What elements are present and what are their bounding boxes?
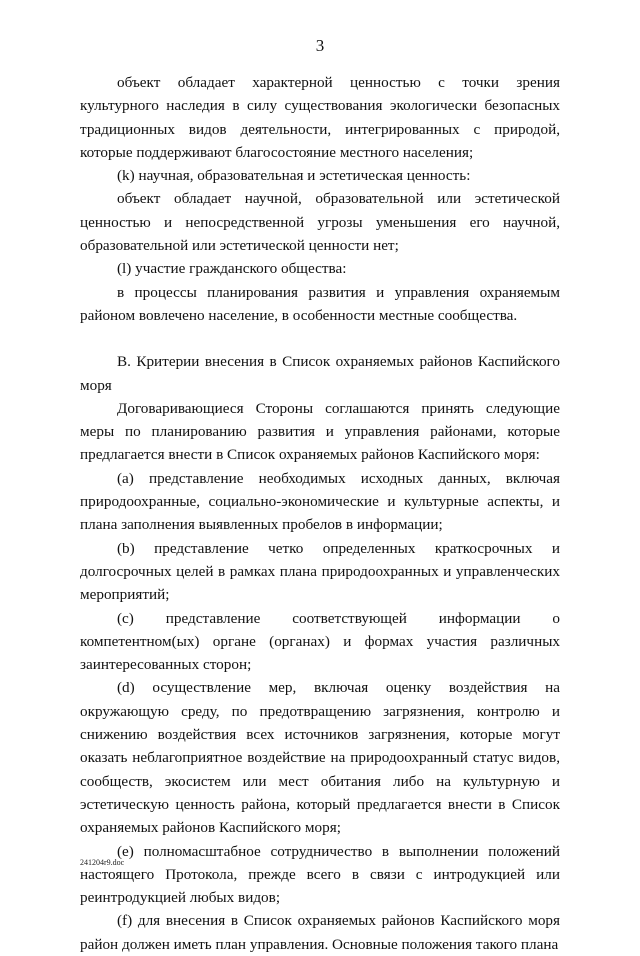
list-item-e: (e) полномасштабное сотрудничество в выполнении положений настоящего Протокола, прежде всего в связи с интродукцией или реинтродукцией любых видов; [80,842,560,907]
list-item-f: (f) для внесения в Список охраняемых районов Каспийского моря район должен иметь план управления. Основные положения такого плана [80,912,560,953]
paragraph-criterion-l-text: в процессы планирования развития и управления охраняемым районом вовлечено население, в особенности местные сообщества. [80,283,560,324]
list-item-b: (b) представление четко определенных краткосрочных и долгосрочных целей в рамках плана природоохранных и управленческих мероприятий; [80,539,560,604]
paragraph-criterion-l-heading: (l) участие гражданского общества: [117,260,347,278]
page-number: 3 [315,36,325,55]
list-item-c: (c) представление соответствующей информации о компетентном(ых) органе (органах) и формах участия различных заинтересованных сторон; [80,609,560,674]
paragraph-section-b-intro: Договаривающиеся Стороны соглашаются принять следующие меры по планированию развития и управления районами, которые предлагается внести в Список охраняемых районов Каспийского моря: [80,399,560,464]
paragraph-cultural-heritage-value: объект обладает характерной ценностью с точки зрения культурного наследия в силу существования экологически безопасных традиционных видов деятельности, интегрированных с природой, которые поддерживают благосостояние местного населения; [80,74,560,161]
section-b-heading: B. Критерии внесения в Список охраняемых районов Каспийского моря [80,353,560,394]
list-item-a: (a) представление необходимых исходных данных, включая природоохранные, социально-экономические и культурные аспекты, и плана заполнения выявленных пробелов в информации; [80,469,560,534]
document-body [80,71,560,956]
paragraph-criterion-k-heading: (k) научная, образовательная и эстетическая ценность: [117,167,471,185]
paragraph-criterion-k-text: объект обладает научной, образовательной или эстетической ценностью и непосредственной угрозы уменьшения его научной, образовательной или эстетической ценности нет; [80,190,560,255]
list-item-d: (d) осуществление мер, включая оценку воздействия на окружающую среду, по предотвращению загрязнения, контролю и снижению воздействия всех источников загрязнения, которые могут оказать неблагоприятное воздействие на природоохранный статус видов, сообществ, экосистем или мест обитания либо на культурную и эстетическую ценность района, который предлагается внести в Список охраняемых районов Каспийского моря; [80,679,560,837]
footer-file-label: 241204r9.doc [80,858,125,867]
